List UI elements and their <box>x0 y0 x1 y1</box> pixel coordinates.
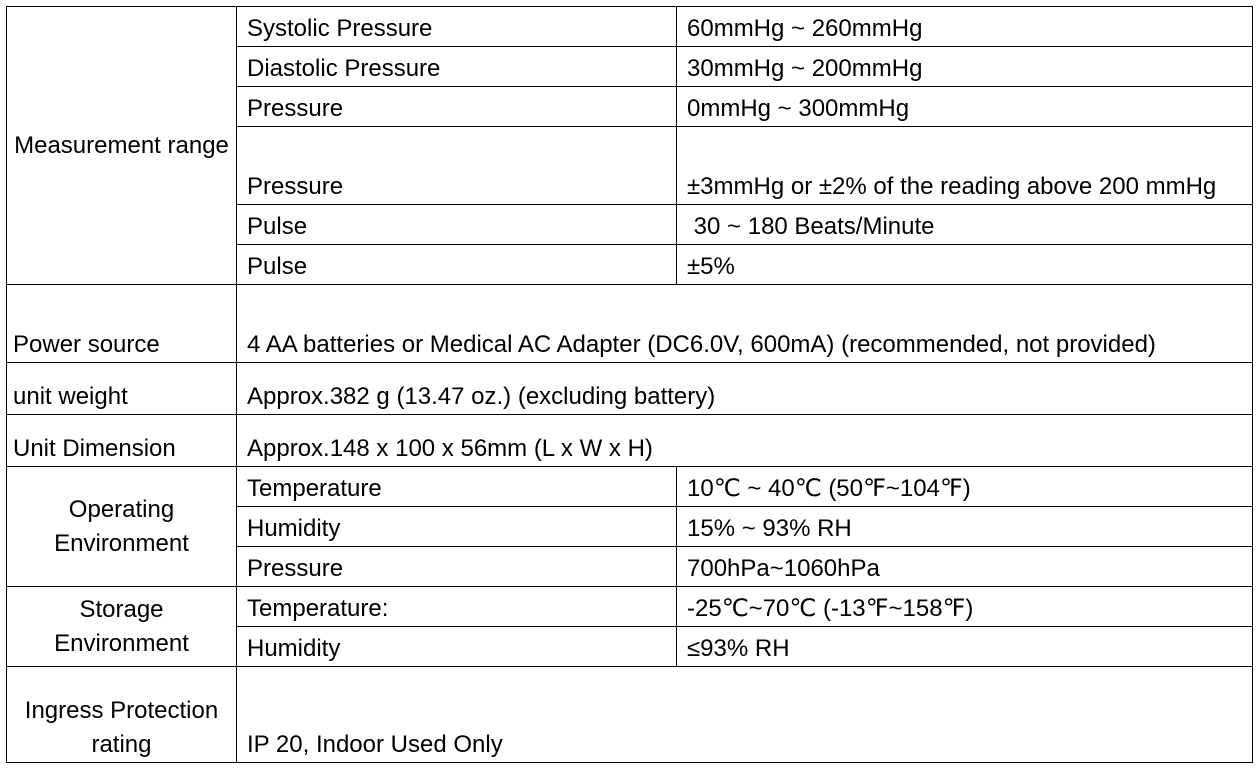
operating-humidity-value: 15% ~ 93% RH <box>677 507 1253 547</box>
table-row <box>7 415 1253 467</box>
table-row <box>7 667 1253 763</box>
pressure-range-label: Pressure <box>237 87 677 127</box>
ingress-protection-label: Ingress Protection rating <box>7 667 237 763</box>
pressure-accuracy-label: Pressure <box>237 127 677 205</box>
power-source-label: Power source <box>7 285 237 363</box>
pulse-range-value: 30 ~ 180 Beats/Minute <box>677 205 1253 245</box>
pulse-accuracy-value: ±5% <box>677 245 1253 285</box>
ingress-protection-value: IP 20, Indoor Used Only <box>237 667 1253 763</box>
operating-temperature-label: Temperature <box>237 467 677 507</box>
pulse-accuracy-label: Pulse <box>237 245 677 285</box>
unit-weight-label: unit weight <box>7 363 237 415</box>
operating-pressure-value: 700hPa~1060hPa <box>677 547 1253 587</box>
unit-dimension-label: Unit Dimension <box>7 415 237 467</box>
table-row <box>7 587 1253 627</box>
power-source-value: 4 AA batteries or Medical AC Adapter (DC6.0V, 600mA) (recommended, not provided) <box>237 285 1253 363</box>
pressure-range-value: 0mmHg ~ 300mmHg <box>677 87 1253 127</box>
operating-pressure-label: Pressure <box>237 547 677 587</box>
operating-environment-label: Operating Environment <box>7 467 237 587</box>
operating-temperature-value: 10℃ ~ 40℃ (50℉~104℉) <box>677 467 1253 507</box>
storage-humidity-label: Humidity <box>237 627 677 667</box>
pressure-accuracy-value: ±3mmHg or ±2% of the reading above 200 mmHg <box>677 127 1253 205</box>
operating-humidity-label: Humidity <box>237 507 677 547</box>
unit-dimension-value: Approx.148 x 100 x 56mm (L x W x H) <box>237 415 1253 467</box>
table-row <box>7 7 1253 47</box>
diastolic-pressure-value: 30mmHg ~ 200mmHg <box>677 47 1253 87</box>
storage-temperature-label: Temperature: <box>237 587 677 627</box>
pulse-range-label: Pulse <box>237 205 677 245</box>
storage-humidity-value: ≤93% RH <box>677 627 1253 667</box>
measurement-range-label: Measurement range <box>7 7 237 285</box>
specifications-table <box>6 6 1253 763</box>
table-row <box>7 467 1253 507</box>
unit-weight-value: Approx.382 g (13.47 oz.) (excluding battery) <box>237 363 1253 415</box>
table-row <box>7 285 1253 363</box>
storage-environment-label: Storage Environment <box>7 587 237 667</box>
storage-temperature-value: -25℃~70℃ (-13℉~158℉) <box>677 587 1253 627</box>
table-row <box>7 363 1253 415</box>
systolic-pressure-value: 60mmHg ~ 260mmHg <box>677 7 1253 47</box>
systolic-pressure-label: Systolic Pressure <box>237 7 677 47</box>
diastolic-pressure-label: Diastolic Pressure <box>237 47 677 87</box>
